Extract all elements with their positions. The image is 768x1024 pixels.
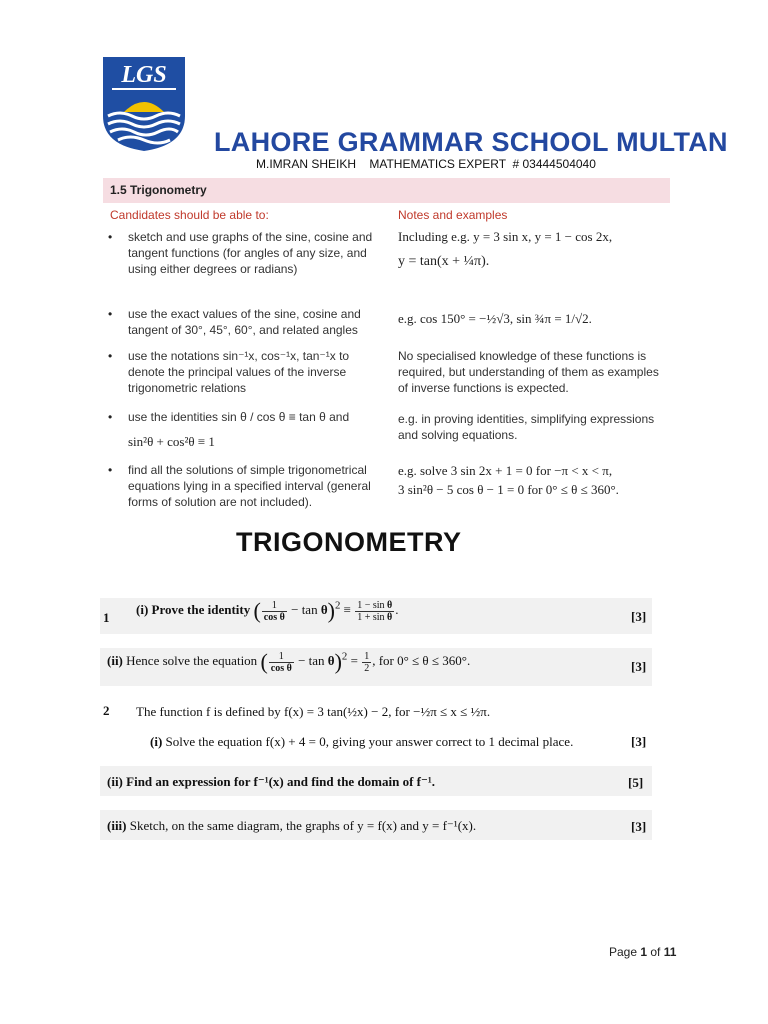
fraction: $\frac{1}{\text{cos θ}}$ xyxy=(270,650,292,674)
main-heading: TRIGONOMETRY xyxy=(236,527,462,557)
q1-part-i-text: Prove the identity xyxy=(151,601,251,617)
q2-stem: The function f is defined by f(x) = 3 tan(½x) − 2, for −½π ≤ x ≤ ½π. xyxy=(136,704,491,719)
syllabus-item-left: find all the solutions of simple trigonometrical equations lying in a specified interval (general forms of solution are not included). xyxy=(128,463,371,509)
fraction: $\frac{\text{1 − sin θ}}{\text{1 + sin θ}}$ xyxy=(357,599,393,623)
school-crest-icon xyxy=(100,54,188,154)
q2-part-i-text: Solve the equation f(x) + 4 = 0, giving your answer correct to 1 decimal place. xyxy=(165,734,574,749)
total-pages: 11 xyxy=(663,945,677,959)
paren-close: ) xyxy=(334,649,342,674)
current-page: 1 xyxy=(640,945,648,959)
right-column-heading: Notes and examples xyxy=(398,208,508,222)
syllabus-item-left: use the identities sin θ / cos θ ≡ tan θ and xyxy=(128,410,350,424)
q2-part-ii-text: Find an expression for f⁻¹(x) and find the domain of f⁻¹. xyxy=(126,774,436,789)
paren-open: ( xyxy=(253,598,261,623)
bullet: • xyxy=(108,463,113,477)
paren-open: ( xyxy=(260,649,268,674)
q1-part-ii-tail: for 0° ≤ θ ≤ 360°. xyxy=(378,652,471,668)
svg-text:LGS: LGS xyxy=(121,62,167,88)
q2-part-ii xyxy=(107,774,435,790)
q1-part-ii-text: Hence solve the equation xyxy=(126,652,258,668)
part-label: (ii) xyxy=(107,652,123,668)
q1-part-ii: (ii) Hence solve the equation ( $\frac{1}{\text{cos θ}}$ − tan θ)$^2$ = $\frac{1}{2}$ , for 0° ≤ θ ≤ 360°. xyxy=(107,649,471,674)
part-label: (iii) xyxy=(107,818,127,833)
q2-part-iii-text: Sketch, on the same diagram, the graphs of y = f(x) and y = f⁻¹(x). xyxy=(129,818,477,833)
part-label: (ii) xyxy=(107,774,123,789)
part-label: (i) xyxy=(150,734,163,749)
marks: [3] xyxy=(631,659,647,674)
question-number: 2 xyxy=(103,703,110,718)
q1-part-i: (i) Prove the identity ( $\frac{1}{\text{cos θ}}$ − tan θ)$^2$ ≡ $\frac{\text{1 − sin θ}}{\text{1 + sin θ}}$ . xyxy=(136,598,399,623)
syllabus-item-right: e.g. in proving identities, simplifying expressions and solving equations. xyxy=(398,412,655,442)
teacher-contact-line: M.IMRAN SHEIKH MATHEMATICS EXPERT # 03444504040 xyxy=(256,157,596,171)
page-number xyxy=(609,945,676,959)
fraction: $\frac{1}{\text{cos θ}}$ xyxy=(263,599,285,623)
bullet: • xyxy=(108,410,113,424)
part-label: (i) xyxy=(136,601,149,617)
bullet: • xyxy=(108,307,113,321)
school-logo xyxy=(100,54,188,154)
syllabus-item-left-formula: sin²θ + cos²θ ≡ 1 xyxy=(128,434,215,449)
page-middle: of xyxy=(647,945,664,959)
marks: [3] xyxy=(631,819,647,834)
marks: [3] xyxy=(631,609,647,624)
syllabus-item-left: use the notations sin⁻¹x, cos⁻¹x, tan⁻¹x to denote the principal values of the inverse trigonometric relations xyxy=(128,349,350,395)
syllabus-item-right: No specialised knowledge of these functions is required, but understanding of them as examples of inverse functions is expected. xyxy=(398,349,659,395)
q2-part-i xyxy=(150,734,573,750)
left-column-heading: Candidates should be able to: xyxy=(110,208,269,222)
section-title: 1.5 Trigonometry xyxy=(110,183,207,197)
fraction: $\frac{1}{2}$ xyxy=(364,650,370,674)
bullet: • xyxy=(108,349,113,363)
paren-close: ) xyxy=(327,598,335,623)
syllabus-item-right-formula: y = tan(x + ¼π). xyxy=(398,254,490,269)
syllabus-item-right: e.g. solve 3 sin 2x + 1 = 0 for −π < x < π, xyxy=(398,463,613,478)
marks: [5] xyxy=(628,775,644,790)
page-prefix: Page xyxy=(609,945,641,959)
school-name: LAHORE GRAMMAR SCHOOL MULTAN xyxy=(214,127,728,157)
q2-part-iii xyxy=(107,818,476,834)
syllabus-item-right: Including e.g. y = 3 sin x, y = 1 − cos 2x, xyxy=(398,229,613,244)
syllabus-item-right-2: 3 sin²θ − 5 cos θ − 1 = 0 for 0° ≤ θ ≤ 360°. xyxy=(398,482,619,497)
syllabus-item-right: e.g. cos 150° = −½√3, sin ¾π = 1/√2. xyxy=(398,311,592,326)
marks: [3] xyxy=(631,734,647,749)
question-number: 1 xyxy=(103,610,110,625)
syllabus-item-left: use the exact values of the sine, cosine and tangent of 30°, 45°, 60°, and related angles xyxy=(128,307,361,337)
bullet: • xyxy=(108,230,113,244)
syllabus-item-left: sketch and use graphs of the sine, cosine and tangent functions (for angles of any size, and using either degrees or radians) xyxy=(128,230,373,276)
